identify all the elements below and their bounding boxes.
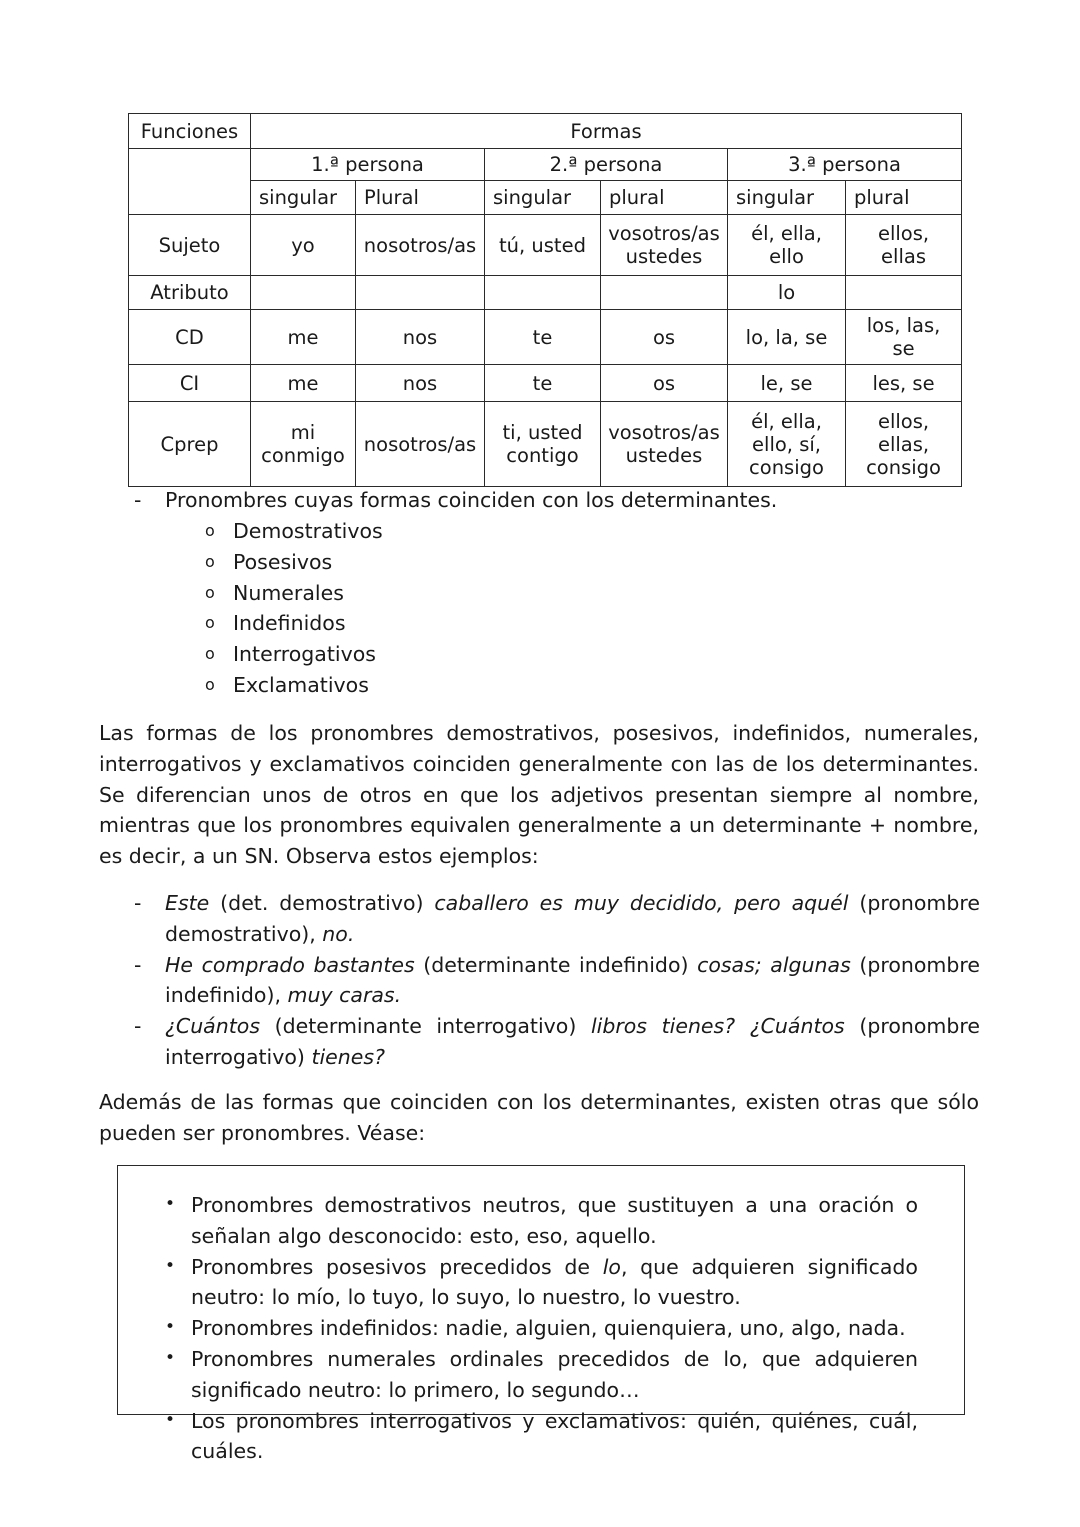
dash-marker: - (134, 1014, 142, 1039)
paragraph-formas-coinciden: Las formas de los pronombres demostrativos, posesivos, indefinidos, numerales, interrogativos y exclamativos coinciden generalmente con las de los determinantes. Se diferencian unos de otros en que los adjetivos presentan siempre al nombre, mientras que los pronombres equivalen generalmente a un determinante + nombre, es decir, a un SN. Observa estos ejemplos: (99, 721, 979, 869)
list-item-text: Pronombres indefinidos: nadie, alguien, quienquiera, uno, algo, nada. (191, 1316, 906, 1341)
pronouns-table (128, 113, 962, 487)
list-item (163, 1313, 918, 1344)
list-item (205, 608, 705, 639)
cell-atributo-1pl (356, 276, 485, 310)
header-number-2sg: singular (485, 181, 601, 215)
cell-cd-2pl: os (601, 310, 728, 365)
cell-cprep-2sg: ti, usted contigo (485, 402, 601, 487)
cell-cprep-3pl: ellos, ellas, consigo (846, 402, 962, 487)
pronombres-exclusivos-box (117, 1165, 965, 1464)
cell-atributo-2pl (601, 276, 728, 310)
list-item (128, 950, 980, 1012)
list-item-text: ¿Cuántos (determinante interrogativo) libros tienes? ¿Cuántos (pronombre interrogativo) tienes? (165, 1014, 980, 1069)
list-item (205, 639, 705, 670)
cell-cd-3sg: lo, la, se (728, 310, 846, 365)
header-person-1: 1.ª persona (251, 149, 485, 181)
dash-marker: - (134, 891, 142, 915)
row-label-atributo: Atributo (129, 276, 251, 310)
bullet-marker: • (165, 1194, 176, 1214)
list-item-label: Exclamativos (233, 672, 369, 697)
cell-sujeto-3pl: ellos, ellas (846, 215, 962, 276)
list-item (128, 485, 888, 516)
cell-cd-1sg: me (251, 310, 356, 365)
header-number-3pl: plural (846, 181, 962, 215)
cell-sujeto-1pl: nosotros/as (356, 215, 485, 276)
cell-atributo-1sg (251, 276, 356, 310)
cell-sujeto-2sg: tú, usted (485, 215, 601, 276)
cell-atributo-3pl (846, 276, 962, 310)
header-person-2: 2.ª persona (485, 149, 728, 181)
header-person-3: 3.ª persona (728, 149, 962, 181)
header-number-2pl: plural (601, 181, 728, 215)
cell-cprep-2pl: vosotros/as ustedes (601, 402, 728, 487)
list-item-label: Demostrativos (233, 519, 383, 543)
cell-ci-3pl: les, se (846, 365, 962, 402)
cell-cd-2sg: te (485, 310, 601, 365)
coincide-sublist (205, 516, 705, 701)
row-label-cprep: Cprep (129, 402, 251, 487)
table-header-row-1 (129, 114, 962, 149)
cell-sujeto-3sg: él, ella, ello (728, 215, 846, 276)
list-item (205, 670, 705, 701)
list-item-label: Numerales (233, 580, 344, 605)
list-item (163, 1406, 918, 1468)
row-label-sujeto: Sujeto (129, 215, 251, 276)
list-item (128, 888, 980, 950)
box-bullet-list (163, 1190, 918, 1467)
cell-sujeto-1sg: yo (251, 215, 356, 276)
cell-ci-1sg: me (251, 365, 356, 402)
cell-cd-3pl: los, las, se (846, 310, 962, 365)
list-item-label: Interrogativos (233, 642, 376, 667)
list-item-text: Pronombres posesivos precedidos de lo, que adquieren significado neutro: lo mío, lo tuyo, lo suyo, lo nuestro, lo vuestro. (191, 1254, 918, 1310)
coincide-dash-list (128, 485, 888, 516)
bullet-marker: • (165, 1317, 176, 1338)
list-item (163, 1190, 918, 1252)
header-funciones-spacer (129, 149, 251, 215)
list-item-text: He comprado bastantes (determinante indefinido) cosas; algunas (pronombre indefinido), muy caras. (165, 952, 980, 1008)
table-row (129, 310, 962, 365)
list-item-label: Posesivos (233, 549, 333, 574)
circle-marker: o (205, 613, 215, 633)
header-formas: Formas (251, 114, 962, 149)
header-number-1pl: Plural (356, 181, 485, 215)
list-item-text: Pronombres numerales ordinales precedidos de lo, que adquieren significado neutro: lo primero, lo segundo… (191, 1346, 918, 1402)
table-row (129, 402, 962, 487)
cell-cprep-1sg: mi conmigo (251, 402, 356, 487)
cell-ci-1pl: nos (356, 365, 485, 402)
cell-ci-3sg: le, se (728, 365, 846, 402)
cell-ci-2pl: os (601, 365, 728, 402)
header-funciones: Funciones (129, 114, 251, 149)
list-item (205, 547, 705, 578)
row-label-cd: CD (129, 310, 251, 365)
header-number-3sg: singular (728, 181, 846, 215)
examples-dash-list (128, 888, 980, 1073)
bullet-marker: • (165, 1409, 176, 1430)
table-row (129, 215, 962, 276)
table-header-row-3 (129, 181, 962, 215)
dash-marker: - (134, 488, 142, 512)
paragraph-ademas: Además de las formas que coinciden con los determinantes, existen otras que sólo pueden ser pronombres. Véase: (99, 1090, 979, 1145)
list-item (163, 1344, 918, 1406)
list-item (205, 516, 705, 547)
cell-ci-2sg: te (485, 365, 601, 402)
circle-marker: o (205, 521, 215, 540)
coincide-heading-text: Pronombres cuyas formas coinciden con los determinantes. (165, 488, 778, 512)
circle-marker: o (205, 551, 215, 571)
circle-marker: o (205, 582, 215, 602)
bullet-marker: • (165, 1347, 176, 1368)
cell-atributo-2sg (485, 276, 601, 310)
circle-marker: o (205, 644, 215, 664)
circle-marker: o (205, 674, 215, 694)
table-row (129, 276, 962, 310)
cell-sujeto-2pl: vosotros/as ustedes (601, 215, 728, 276)
list-item (163, 1252, 918, 1314)
list-item (128, 1011, 980, 1073)
header-number-1sg: singular (251, 181, 356, 215)
dash-marker: - (134, 952, 142, 977)
cell-cd-1pl: nos (356, 310, 485, 365)
list-item-text: Pronombres demostrativos neutros, que sustituyen a una oración o señalan algo desconocido: esto, eso, aquello. (191, 1193, 918, 1248)
row-label-ci: CI (129, 365, 251, 402)
cell-atributo-3sg: lo (728, 276, 846, 310)
cell-cprep-3sg: él, ella, ello, sí, consigo (728, 402, 846, 487)
list-item-text: Este (det. demostrativo) caballero es muy decidido, pero aquél (pronombre demostrativo), no. (165, 891, 980, 946)
table-header-row-2 (129, 149, 962, 181)
list-item (205, 578, 705, 609)
list-item-label: Indefinidos (233, 611, 346, 636)
list-item-text: Los pronombres interrogativos y exclamativos: quién, quiénes, cuál, cuáles. (191, 1408, 918, 1464)
bullet-marker: • (165, 1255, 176, 1276)
table-row (129, 365, 962, 402)
cell-cprep-1pl: nosotros/as (356, 402, 485, 487)
